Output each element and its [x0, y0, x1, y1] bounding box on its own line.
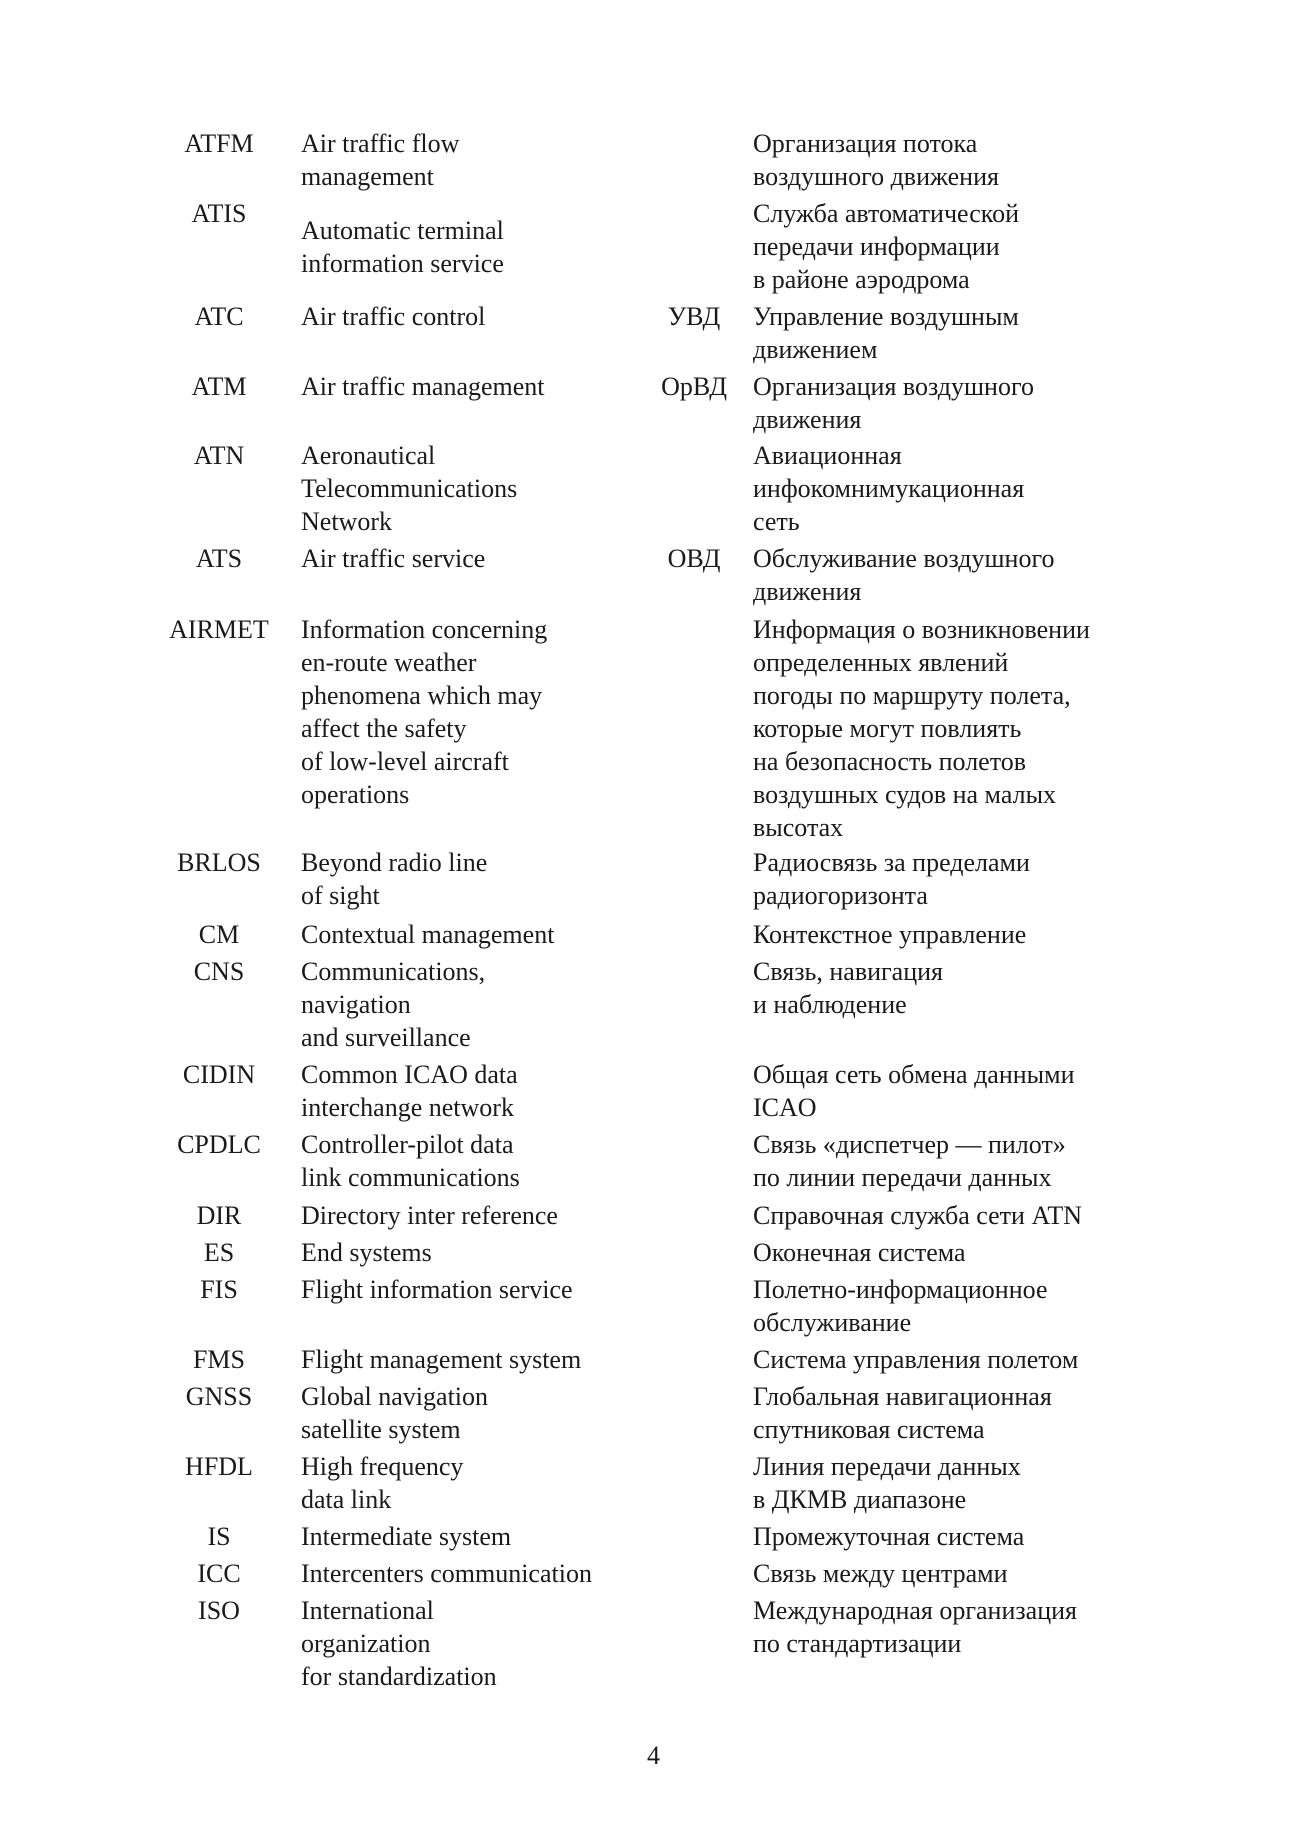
abbreviation: ATN [193, 441, 245, 470]
abbreviation: ATS [195, 544, 243, 573]
abbreviation: GNSS [185, 1382, 253, 1411]
english-term: Air traffic flow management [301, 129, 460, 191]
russian-abbreviation: ОрВД [661, 372, 727, 401]
russian-term: Линия передачи данных в ДКМВ диапазоне [753, 1452, 1021, 1514]
english-term: Flight management system [301, 1345, 582, 1374]
abbreviation: ATFM [184, 129, 254, 158]
english-term: Controller-pilot data link communications [301, 1130, 520, 1192]
abbreviation: AIRMET [169, 615, 269, 644]
russian-term: Система управления полетом [753, 1345, 1079, 1374]
russian-abbreviation: УВД [667, 302, 721, 331]
english-term: Air traffic control [301, 302, 486, 331]
english-term: Information concerning en-route weather phenomena which may affect the safety of low-level aircraft operations [301, 615, 548, 809]
english-term: Flight information service [301, 1275, 573, 1304]
abbreviation: ATC [194, 302, 244, 331]
abbreviation: FIS [200, 1275, 238, 1304]
abbreviation: ISO [198, 1596, 240, 1625]
russian-term: Оконечная система [753, 1238, 966, 1267]
abbreviation: CIDIN [182, 1060, 256, 1089]
russian-term: Служба автоматической передачи информации в районе аэродрома [753, 199, 1020, 294]
abbreviation: ATIS [191, 199, 247, 228]
russian-term: Полетно-информационное обслуживание [753, 1275, 1048, 1337]
russian-term: Авиационная инфокомнимукационная сеть [753, 441, 1025, 536]
abbreviation: FMS [192, 1345, 246, 1374]
russian-term: Справочная служба сети ATN [753, 1201, 1082, 1230]
english-term: Aeronautical Telecommunications Network [301, 441, 518, 536]
english-term: Automatic terminal information service [301, 216, 504, 278]
abbreviation: CM [198, 920, 240, 949]
english-term: Air traffic service [301, 544, 486, 573]
abbreviation: ES [203, 1238, 235, 1267]
english-term: International organization for standardization [301, 1596, 497, 1691]
english-term: Contextual management [301, 920, 555, 949]
english-term: Global navigation satellite system [301, 1382, 489, 1444]
abbreviation: ATM [191, 372, 247, 401]
russian-term: Международная организация по стандартизации [753, 1596, 1077, 1658]
russian-term: Контекстное управление [753, 920, 1027, 949]
russian-term: Радиосвязь за пределами радиогоризонта [753, 848, 1030, 910]
english-term: Communications, navigation and surveillance [301, 957, 486, 1052]
english-term: Intermediate system [301, 1522, 512, 1551]
russian-term: Организация воздушного движения [753, 372, 1034, 434]
abbreviation: IS [207, 1522, 231, 1551]
russian-term: Управление воздушным движением [753, 302, 1019, 364]
abbreviation: CNS [193, 957, 245, 986]
english-term: Beyond radio line of sight [301, 848, 488, 910]
english-term: High frequency data link [301, 1452, 464, 1514]
abbreviation: CPDLC [177, 1130, 261, 1159]
page-number: 4 [647, 1741, 660, 1770]
russian-term: Информация о возникновении определенных явлений погоды по маршруту полета, которые могут повлиять на безопасность полетов воздушных судов на малых высотах [753, 615, 1090, 842]
abbreviation: HFDL [185, 1452, 253, 1481]
russian-term: Связь «диспетчер — пилот» по линии передачи данных [753, 1130, 1066, 1192]
russian-abbreviation: ОВД [667, 544, 721, 573]
russian-term: Связь, навигация и наблюдение [753, 957, 943, 1019]
abbreviation: DIR [196, 1201, 242, 1230]
russian-term: Организация потока воздушного движения [753, 129, 999, 191]
english-term: Air traffic management [301, 372, 545, 401]
abbreviation: BRLOS [177, 848, 261, 877]
english-term: Directory inter reference [301, 1201, 558, 1230]
abbreviation: ICC [197, 1559, 241, 1588]
russian-term: Общая сеть обмена данными ICAO [753, 1060, 1075, 1122]
russian-term: Связь между центрами [753, 1559, 1008, 1588]
russian-term: Глобальная навигационная спутниковая система [753, 1382, 1052, 1444]
russian-term: Промежуточная система [753, 1522, 1025, 1551]
english-term: Common ICAO data interchange network [301, 1060, 518, 1122]
english-term: End systems [301, 1238, 432, 1267]
english-term: Intercenters communication [301, 1559, 592, 1588]
russian-term: Обслуживание воздушного движения [753, 544, 1055, 606]
